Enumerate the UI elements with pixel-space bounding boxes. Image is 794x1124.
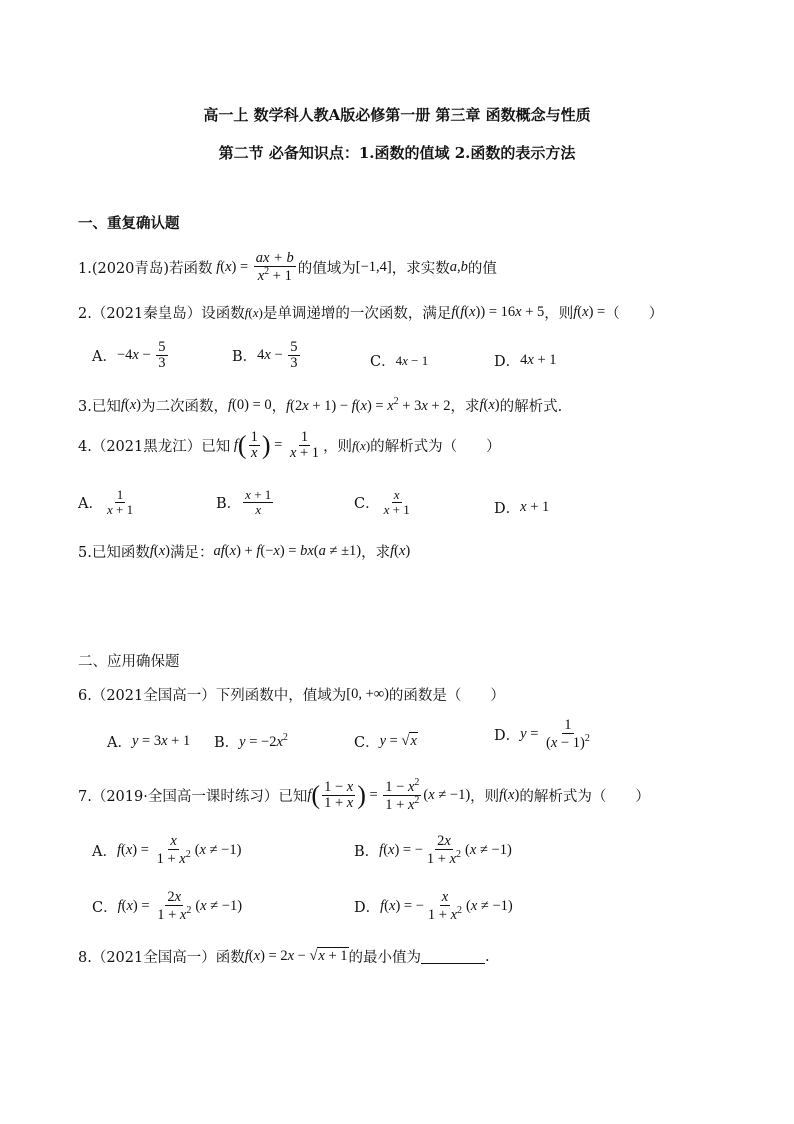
q7-option-d[interactable] <box>354 890 513 923</box>
q4-option-a-label: A． <box>78 495 103 512</box>
q2-mid: 是单调递增的一次函数，满足 <box>262 306 452 322</box>
q2-equation: f(f(x)) = 16x + 5 <box>451 304 545 320</box>
q6-option-a[interactable] <box>107 731 190 752</box>
q7-option-d-expr: f(x) = − $\frac{x}{1 + x^2}$ (x ≠ −1) <box>380 889 513 924</box>
q2-option-c[interactable] <box>370 350 428 371</box>
q6-range: [0, +∞) <box>346 686 389 702</box>
q6-prefix: 6.（2021全国高一）下列函数中，值域为 <box>78 688 347 704</box>
q3-fx: f(x) <box>120 397 141 413</box>
page-subtitle: 第二节 必备知识点：1.函数的值域 2.函数的表示方法 <box>218 144 576 162</box>
q1-vars: a,b <box>449 259 468 276</box>
q6-option-a-expr: y = 3x + 1 <box>131 733 191 749</box>
q6-option-d-label: D． <box>494 728 521 745</box>
q3-tail: 的解析式. <box>499 399 563 415</box>
q5-equation: af(x) + f(−x) = bx(a ≠ ±1) <box>213 543 362 559</box>
q2-option-a[interactable] <box>92 340 170 371</box>
q7-option-a-expr: f(x) = $\frac{x}{1 + x^2}$ (x ≠ −1) <box>116 833 242 868</box>
q7-prefix: 7.（2019·全国高一课时练习）已知 <box>78 789 308 806</box>
section-heading-1: 一、重复确认题 <box>78 215 180 232</box>
q7-option-b[interactable] <box>354 834 512 867</box>
q4-option-a-expr: $\frac{1}{x + 1}$ <box>106 487 134 517</box>
q2-option-c-label: C． <box>370 354 396 370</box>
q4-prefix: 4.（2021黑龙江）已知 <box>78 439 231 456</box>
q1-mid: 的值域为 <box>297 261 356 278</box>
question-3 <box>78 395 562 416</box>
q1-formula: f(x) = $\frac{ax + b}{x^2 + 1}$ <box>212 250 294 285</box>
q2-tail: ，则 <box>544 306 574 322</box>
q7-tail: 的解析式为（ ） <box>519 789 650 806</box>
q7-equation: f( $\frac{1 - x}{1 + x}$ ) = $\frac{1 - x^2}{1 + x^2}$ (x ≠ −1) <box>307 777 471 813</box>
q6-option-c-expr: y = √x <box>379 733 417 749</box>
q2-option-b-expr: 4x − $\frac{5}{3}$ <box>257 339 298 372</box>
q4-option-c-expr: $\frac{x}{x + 1}$ <box>383 487 410 517</box>
q4-option-c[interactable] <box>354 488 414 516</box>
q4-option-d[interactable] <box>494 497 549 518</box>
q1-range: [−1,4] <box>355 259 392 276</box>
q6-option-d[interactable] <box>494 718 594 751</box>
question-4 <box>78 430 501 461</box>
q3-f0: f(0) = 0 <box>228 397 272 413</box>
q4-option-b-expr: $\frac{x + 1}{x}$ <box>245 487 272 517</box>
q3-fx2: f(x) <box>479 397 500 413</box>
q4-mid: ，则 <box>323 439 353 456</box>
q6-option-c-label: C． <box>354 735 380 751</box>
q2-paren: （ ） <box>605 306 664 322</box>
q8-equation: f(x) = 2x − √x + 1 <box>244 948 348 964</box>
question-2 <box>78 302 663 323</box>
q4-fx: f(x) <box>352 437 371 453</box>
q2-option-d-label: D． <box>494 354 521 370</box>
q7-option-d-label: D． <box>354 900 381 917</box>
question-5 <box>78 541 410 562</box>
q6-option-c[interactable] <box>354 731 418 752</box>
q2-prefix: 2.（2021秦皇岛）设函数 <box>78 306 245 322</box>
q2-option-b[interactable] <box>232 340 302 371</box>
section-heading-2: 二、应用确保题 <box>78 654 180 670</box>
q6-option-b-expr: $y = -2x^2$ <box>239 732 288 750</box>
q2-option-b-label: B． <box>232 349 258 366</box>
q4-option-d-expr: x + 1 <box>520 499 550 515</box>
q7-option-b-expr: f(x) = − $\frac{2x}{1 + x^2}$ (x ≠ −1) <box>379 833 512 868</box>
q7-option-a-label: A． <box>92 844 117 861</box>
q7-option-b-label: B． <box>354 844 380 861</box>
q7-option-c[interactable] <box>92 890 242 923</box>
page-title: 高一上 数学科人教A版必修第一册 第三章 函数概念与性质 <box>203 106 591 124</box>
q2-option-d-expr: 4x + 1 <box>520 352 557 368</box>
question-6 <box>78 684 505 705</box>
q5-tail: ，求 <box>361 545 391 561</box>
q6-option-b-label: B． <box>214 735 240 751</box>
q1-tail: ，求实数 <box>391 261 450 278</box>
q8-prefix: 8.（2021全国高一）函数 <box>78 950 245 966</box>
q3-mid1: 为二次函数， <box>141 399 228 415</box>
q3-equation: $f(2x + 1) - f(x) = x^2 + 3x + 2$ <box>286 396 451 414</box>
q8-answer-blank[interactable] <box>421 949 485 964</box>
q6-option-b[interactable] <box>214 731 288 752</box>
q4-tail: 的解析式为（ ） <box>370 439 501 456</box>
q7-option-a[interactable] <box>92 834 241 867</box>
q6-tail: 的函数是（ ） <box>388 688 505 704</box>
q4-option-a[interactable] <box>78 488 137 516</box>
q5-mid: 满足： <box>170 545 214 561</box>
q7-option-c-expr: f(x) = $\frac{2x}{1 + x^2}$ (x ≠ −1) <box>117 889 243 924</box>
q2-option-d[interactable] <box>494 350 557 371</box>
q3-prefix: 3.已知 <box>78 399 121 415</box>
q2-option-a-label: A． <box>92 349 117 366</box>
q7-option-c-label: C． <box>92 900 118 917</box>
q5-prefix: 5.已知函数 <box>78 545 150 561</box>
q4-option-d-label: D． <box>494 501 521 517</box>
q4-equation: f( $\frac{1}{x}$ ) = $\frac{1}{x + 1}$ <box>230 429 320 462</box>
q4-option-b[interactable] <box>216 488 275 516</box>
q8-tail: 的最小值为 <box>348 950 422 966</box>
q1-tail2: 的值 <box>467 261 497 278</box>
q2-fx2: f(x) = <box>573 304 606 320</box>
question-8 <box>78 946 490 967</box>
q7-fx: f(x) <box>499 787 520 804</box>
question-7 <box>78 778 650 813</box>
q5-fx2: f(x) <box>390 543 411 559</box>
q2-fx: f(x) <box>244 304 263 320</box>
q7-mid: ，则 <box>470 789 500 806</box>
q2-option-c-expr: 4x − 1 <box>395 352 429 368</box>
q4-option-b-label: B． <box>216 495 242 512</box>
q4-option-c-label: C． <box>354 495 380 512</box>
q3-mid2: ， <box>271 399 287 415</box>
q8-end: . <box>485 948 490 965</box>
q5-fx: f(x) <box>149 543 170 559</box>
q6-option-d-expr: y = $\frac{1}{(x - 1)^2}$ <box>520 717 590 752</box>
q6-option-a-label: A． <box>107 735 132 751</box>
q3-mid3: ，求 <box>450 399 480 415</box>
q2-option-a-expr: −4x − $\frac{5}{3}$ <box>116 339 166 372</box>
q1-prefix: 1.(2020青岛)若函数 <box>78 261 213 278</box>
question-1 <box>78 251 497 284</box>
